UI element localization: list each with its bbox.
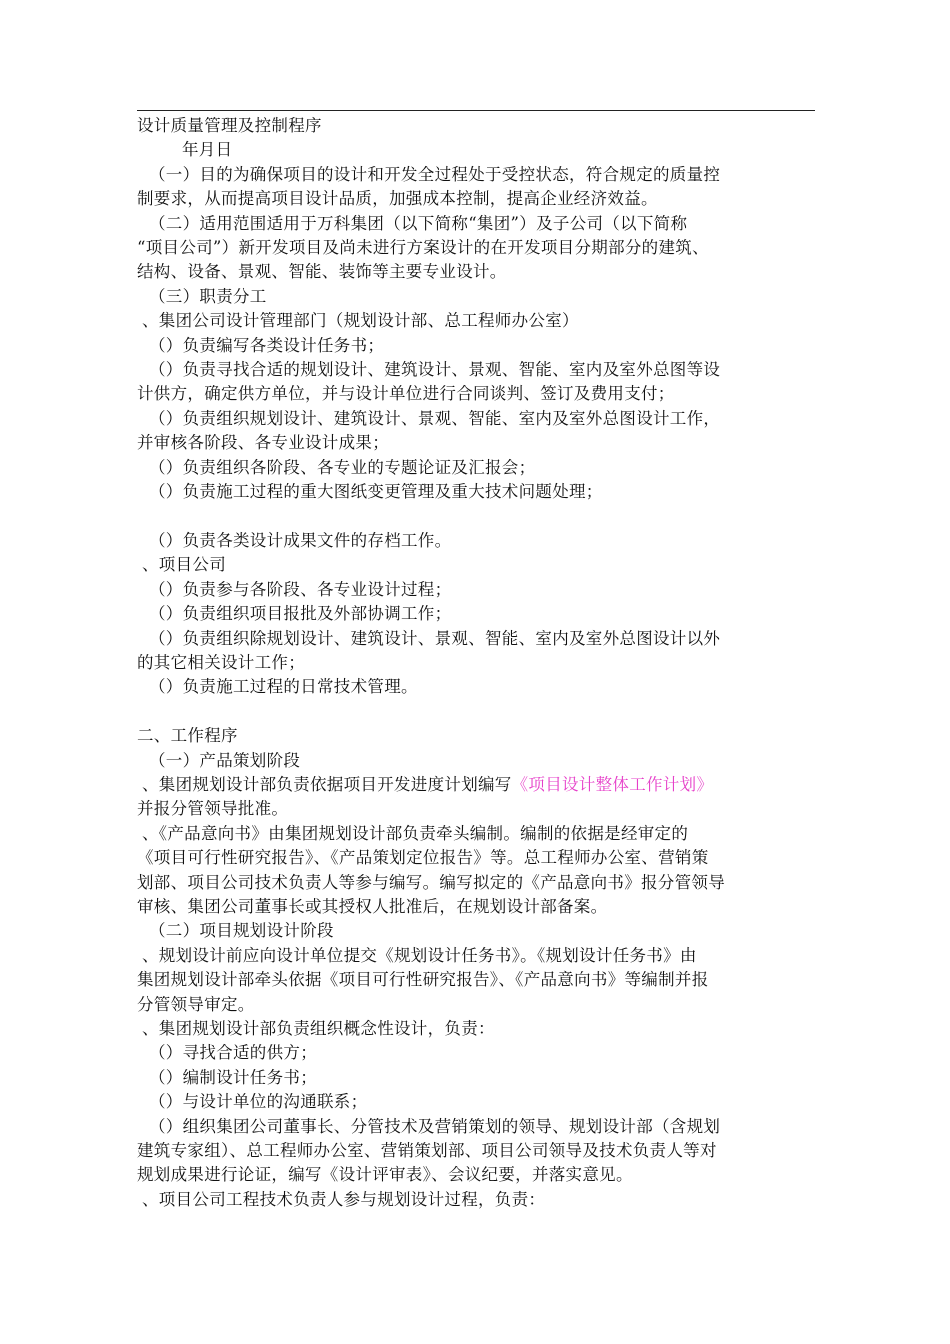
list-item: （）负责寻找合适的规划设计、建筑设计、景观、智能、室内及室外总图等设 <box>149 360 721 380</box>
paragraph-line: 并报分管领导批准。 <box>137 799 289 819</box>
paragraph-line: 、集团规划设计部负责组织概念性设计，负责： <box>142 1019 495 1038</box>
list-item: （）负责组织除规划设计、建筑设计、景观、智能、室内及室外总图设计以外 <box>149 628 721 648</box>
document-title: 设计质量管理及控制程序 <box>137 116 322 135</box>
paragraph-line: 建筑专家组）、总工程师办公室、营销策划部、项目公司领导及技术负责人等对 <box>137 1141 717 1161</box>
paragraph-line: （一）目的为确保项目的设计和开发全过程处于受控状态，符合规定的质量控 <box>149 164 721 184</box>
paragraph-line: 计供方，确定供方单位，并与设计单位进行合同谈判、签订及费用支付； <box>137 384 675 404</box>
list-item: （）组织集团公司董事长、分管技术及营销策划的领导、规划设计部（含规划 <box>149 1116 721 1136</box>
section-heading: 二、工作程序 <box>137 726 238 746</box>
paragraph-line: 《项目可行性研究报告》、《产品策划定位报告》等。总工程师办公室、营销策 <box>137 848 709 868</box>
subsection-heading: （一）产品策划阶段 <box>149 750 301 770</box>
section-heading: （三）职责分工 <box>149 286 267 306</box>
paragraph-line: 集团规划设计部牵头依据《项目可行性研究报告》、《产品意向书》等编制并报 <box>137 970 709 990</box>
paragraph-line: 并审核各阶段、各专业设计成果； <box>137 433 389 453</box>
list-item: （）负责各类设计成果文件的存档工作。 <box>149 530 452 550</box>
list-item: （）寻找合适的供方； <box>149 1043 317 1063</box>
paragraph-line: 制要求，从而提高项目设计品质，加强成本控制，提高企业经济效益。 <box>137 189 658 209</box>
paragraph-line: 的其它相关设计工作； <box>137 652 305 672</box>
list-item: （）负责编写各类设计任务书； <box>149 335 385 355</box>
list-item: （）负责施工过程的重大图纸变更管理及重大技术问题处理； <box>149 482 603 502</box>
list-item: （）负责组织各阶段、各专业的专题论证及汇报会； <box>149 457 536 477</box>
paragraph-line <box>137 773 817 797</box>
plan-document-link[interactable]: 《项目设计整体工作计划》 <box>511 774 714 794</box>
paragraph-line: “项目公司”）新开发项目及尚未进行方案设计的在开发项目分期部分的建筑、 <box>137 238 709 258</box>
paragraph-line: 、项目公司 <box>142 555 226 575</box>
document-date: 年月日 <box>182 140 233 160</box>
list-item: （）与设计单位的沟通联系； <box>149 1092 368 1112</box>
list-item: （）负责施工过程的日常技术管理。 <box>149 677 418 697</box>
paragraph-line: 规划成果进行论证，编写《设计评审表》、会议纪要，并落实意见。 <box>137 1165 633 1185</box>
blank-line <box>137 505 817 529</box>
paragraph-line: 、规划设计前应向设计单位提交《规划设计任务书》。《规划设计任务书》由 <box>142 945 697 965</box>
paragraph-line: 、项目公司工程技术负责人参与规划设计过程，负责： <box>142 1189 546 1209</box>
subsection-heading: （二）项目规划设计阶段 <box>149 921 334 941</box>
paragraph-line: 审核、集团公司董事长或其授权人批准后，在规划设计部备案。 <box>137 896 608 916</box>
paragraph-text: 、集团规划设计部负责依据项目开发进度计划编写 <box>142 774 512 794</box>
list-item: （）负责组织规划设计、建筑设计、景观、智能、室内及室外总图设计工作， <box>149 408 721 428</box>
blank-line <box>137 700 817 724</box>
header-rule <box>137 110 815 111</box>
paragraph-line: 、集团公司设计管理部门（规划设计部、总工程师办公室） <box>142 311 579 331</box>
list-item: （）负责参与各阶段、各专业设计过程； <box>149 579 452 599</box>
list-item: （）负责组织项目报批及外部协调工作； <box>149 604 452 624</box>
paragraph-line: （二）适用范围适用于万科集团（以下简称“集团”）及子公司（以下简称 <box>149 213 688 233</box>
paragraph-line: 划部、项目公司技术负责人等参与编写。编写拟定的《产品意向书》报分管领导 <box>137 872 725 892</box>
paragraph-line: 分管领导审定。 <box>137 994 255 1014</box>
paragraph-line: 、《产品意向书》由集团规划设计部负责牵头编制。编制的依据是经审定的 <box>142 823 689 843</box>
list-item: （）编制设计任务书； <box>149 1067 317 1087</box>
paragraph-line: 结构、设备、景观、智能、装饰等主要专业设计。 <box>137 262 507 282</box>
document-body <box>137 114 817 1212</box>
